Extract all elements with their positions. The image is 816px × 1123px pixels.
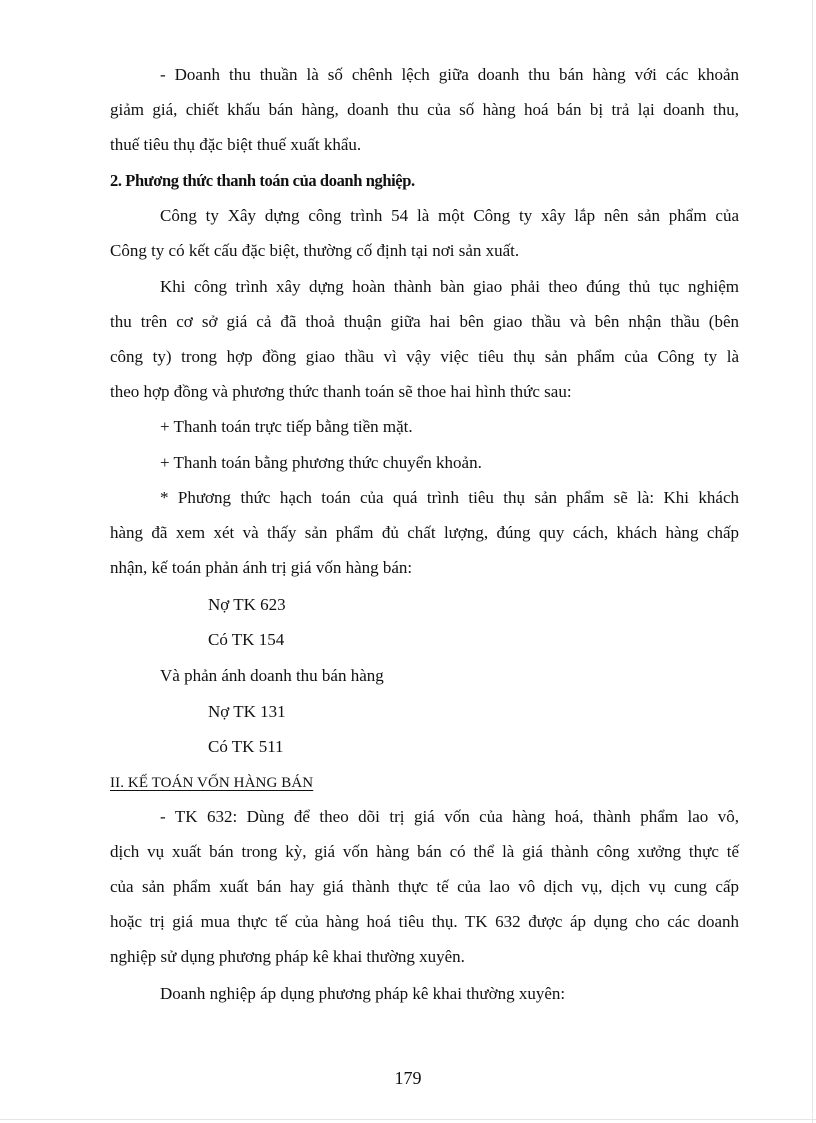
- paragraph-line: hàng đã xem xét và thấy sản phẩm đủ chất lượng, đúng quy cách, khách hàng chấp: [110, 523, 739, 542]
- journal-entry-debit: Nợ TK 131: [208, 702, 286, 721]
- paragraph-line: của sản phẩm xuất bán hay giá thành thực tế của lao vô dịch vụ, dịch vụ cung cấp: [110, 877, 739, 896]
- list-item: + Thanh toán bằng phương thức chuyển khoản.: [160, 453, 482, 472]
- paragraph-line: Và phản ánh doanh thu bán hàng: [160, 666, 384, 685]
- paragraph-line: Doanh nghiệp áp dụng phương pháp kê khai thường xuyên:: [160, 984, 566, 1003]
- section-title: II. KẾ TOÁN VỐN HÀNG BÁN: [110, 775, 314, 791]
- paragraph-line: theo hợp đồng và phương thức thanh toán sẽ thoe hai hình thức sau:: [110, 382, 572, 401]
- journal-entry-credit: Có TK 154: [208, 630, 285, 649]
- paragraph-line: Khi công trình xây dựng hoàn thành bàn giao phải theo đúng thủ tục nghiệm: [160, 277, 739, 296]
- paragraph-line: Công ty có kết cấu đặc biệt, thường cố định tại nơi sản xuất.: [110, 241, 520, 260]
- paragraph-line: nhận, kế toán phản ánh trị giá vốn hàng bán:: [110, 558, 413, 577]
- page-edge-bottom: [0, 1119, 816, 1120]
- paragraph-line: công ty) trong hợp đồng giao thầu vì vậy việc tiêu thụ sản phẩm của Công ty là: [110, 347, 739, 366]
- journal-entry-debit: Nợ TK 623: [208, 595, 286, 614]
- paragraph-line: - Doanh thu thuần là số chênh lệch giữa doanh thu bán hàng với các khoản: [160, 65, 739, 84]
- paragraph-line: - TK 632: Dùng để theo dõi trị giá vốn của hàng hoá, thành phẩm lao vô,: [160, 807, 739, 826]
- journal-entry-credit: Có TK 511: [208, 737, 284, 756]
- page-number: 179: [394, 1068, 422, 1088]
- paragraph-line: thuế tiêu thụ đặc biệt thuế xuất khẩu.: [110, 135, 362, 154]
- list-item: + Thanh toán trực tiếp bằng tiền mặt.: [160, 417, 413, 436]
- paragraph-line: giảm giá, chiết khấu bán hàng, doanh thu của số hàng hoá bán bị trả lại doanh thu,: [110, 100, 739, 119]
- paragraph-line: nghiệp sử dụng phương pháp kê khai thường xuyên.: [110, 947, 465, 966]
- paragraph-line: * Phương thức hạch toán của quá trình tiêu thụ sản phẩm sẽ là: Khi khách: [160, 488, 739, 507]
- paragraph-line: dịch vụ xuất bán trong kỳ, giá vốn hàng bán có thể là giá thành công xưởng thực tế: [110, 842, 739, 861]
- paragraph-line: hoặc trị giá mua thực tế của hàng hoá tiêu thụ. TK 632 được áp dụng cho các doanh: [110, 912, 739, 931]
- section-heading: 2. Phương thức thanh toán của doanh nghiệp.: [110, 171, 415, 190]
- paragraph-line: thu trên cơ sở giá cả đã thoả thuận giữa hai bên giao thầu và bên nhận thầu (bên: [110, 312, 739, 331]
- paragraph-line: Công ty Xây dựng công trình 54 là một Công ty xây lắp nên sản phẩm của: [160, 206, 739, 225]
- page-edge-right: [812, 0, 813, 1123]
